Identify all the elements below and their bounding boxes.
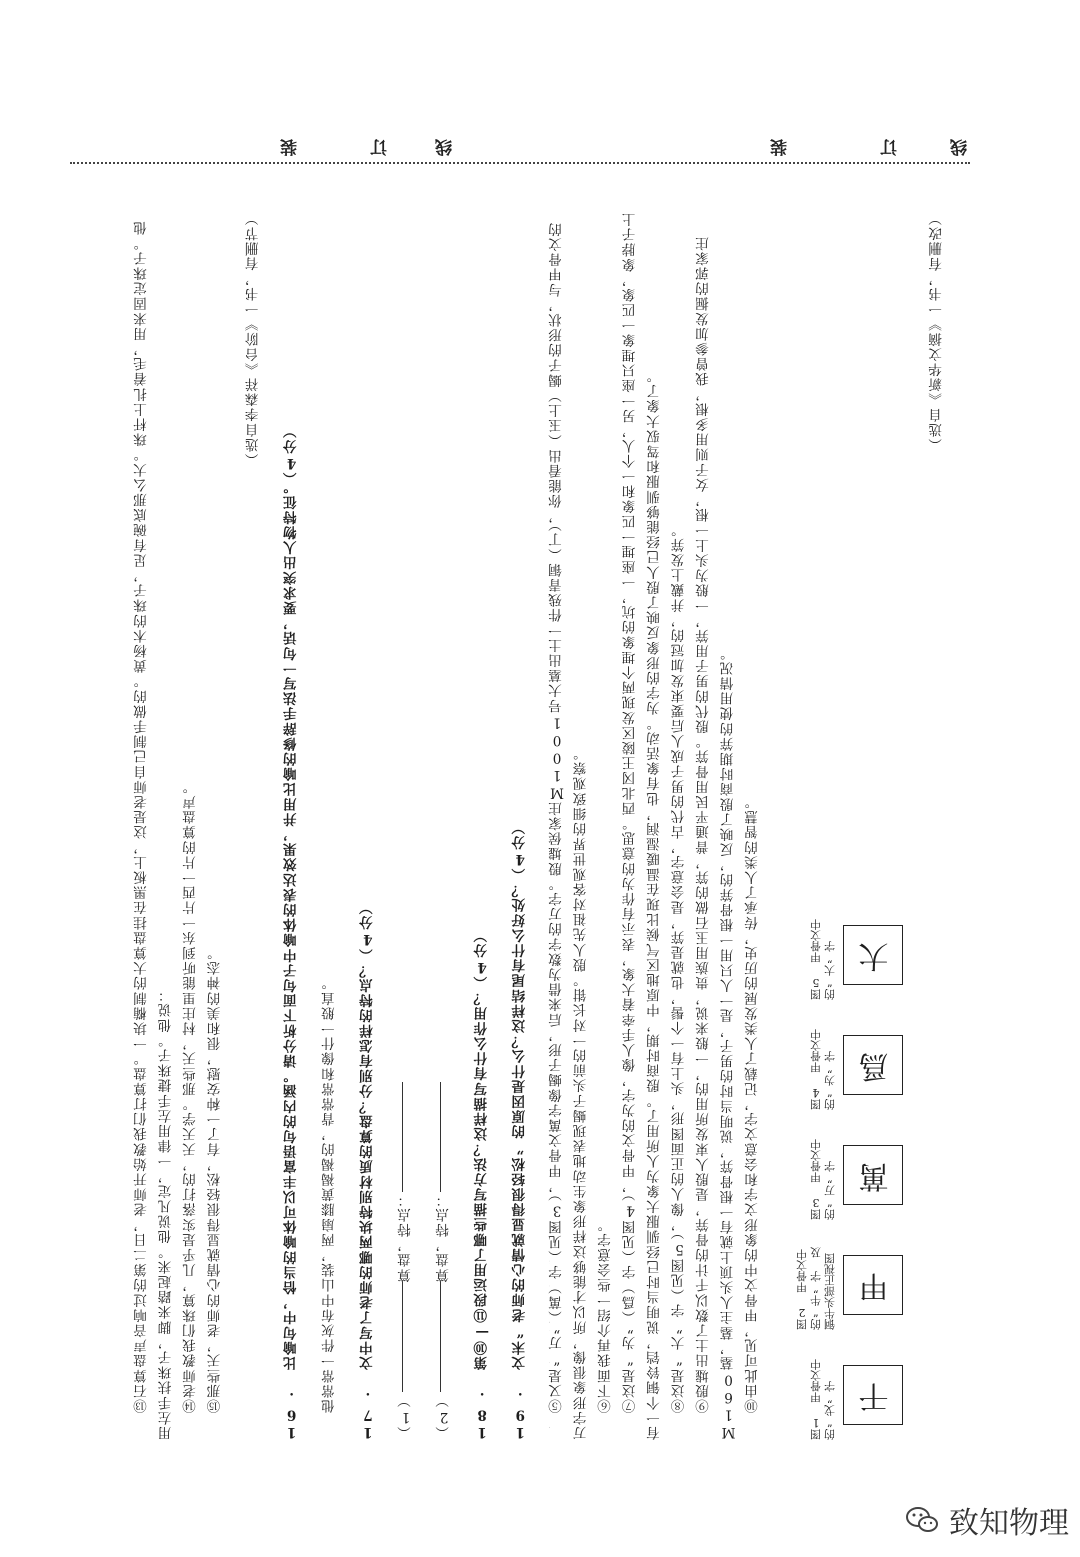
question-17: 17. 文中写了老师的哪两块特别材质的算盘？分别有怎样的特点？（4分） (359, 899, 376, 1440)
answer-line-tail: 算盘，特点： (436, 1191, 453, 1283)
oracle-glyph-wei-image: 爲 (844, 1035, 904, 1095)
exam-page-6 (545, 210, 960, 1440)
article-paragraph: ⑥下面我再介绍一些会意字。 (598, 1216, 614, 1413)
figure-1 (810, 1350, 904, 1440)
answer-blank[interactable] (402, 1082, 403, 1192)
figure-3 (810, 1130, 904, 1220)
watermark (905, 1498, 1069, 1542)
binding-label: 订 (880, 136, 897, 156)
question-16: 16. 比喻句中，恰当的喻体可以丰富语句的内涵。请分析下面句子中喻体的表达效果，并用比喻的修辞手法写一句话，要求突出人物特征。（4分） (283, 423, 300, 1440)
oracle-glyph-wan-image: 萬 (844, 1145, 904, 1205)
figures-block (774, 919, 904, 1440)
binding-label: 装 (280, 136, 297, 156)
passage-source: （选自李森祥《台阶》一书，有删节） (245, 210, 262, 467)
article-paragraph: ⑧这是“大”字（见图5），像人的正面图形，头上有一个髻，也就是笄，是会意字，古代的男子成人后要束发加冠的，并戴上发笄。 (671, 521, 688, 1413)
binding-label: 线 (950, 136, 967, 156)
binding-margin (70, 90, 970, 170)
article-paragraph: ⑩由此可见，甲骨文中的象形文字和会意文字，记载了人类发展的历史，传承了人类的智慧。 (745, 793, 761, 1413)
oracle-glyph-da-image: 大 (844, 925, 904, 985)
passage-paragraph: ⑬石算盘声音响过的第二日，老师开始教我们打算盘。一块椭制的大算盘挂在黑板上，这是老师自己制手做的。黄杨木的珠子，足有碗底那么大。珠杆上扎着毛，用来固定珠子。他用左手扶珠子，脚来踏起来。他说凡定，一律用左手捷珠子。他说： (134, 219, 175, 1440)
answer-line-tail: 算盘，特点： (397, 1191, 414, 1283)
article-paragraph: ⑨殷墟出土了数以千计的骨笄，是殷人束发所用的，一般来说，贵族用玉石做的笄，普通平民用骨笄。殷代的男子用笄，一般为头上一根，女子则用多根，我曾参加发掘的郭家庄M160墓，墓主人头顶上就有一根骨笄，说明当时的男子，是一人只用一根骨笄的，反映了殷商时期笄的使用情况。 (696, 235, 737, 1440)
question-18: 18. 第⑩—⑪段运用了哪些描写方法？这样描写有什么作用？（4分） (474, 927, 491, 1440)
article-paragraph: ⑦这是“为”（爲）字（见图4），甲骨文的为字，像人手牵着大象，表示有作为的意思。西北冈王陵区发现两个埋象的坑，一座埋一匹象和一个人，另一座只埋象一匹象，象脖子上有一个铜铃铛，说明当时已经驯服大象为人所用了。殷商时期，中原地区气候比现在温暖湿润，也有象活动。为字的形象反映了殷人已经能够驯服和驾驭大象了。 (622, 211, 663, 1440)
figure-caption: 图1 甲骨文中的“戈”字 (809, 1359, 837, 1440)
binding-label: 装 (770, 136, 787, 156)
question-16-quote: 他常常一件灰布中山装，两扇膝黄褐褐的，背常常和像什一般直。 (321, 974, 338, 1413)
exam-page-5 (130, 210, 550, 1440)
passage-paragraph: ⑭老师教我们珠算，几乎是实落打的，天天学。那些天，村庄里能听到东一片西一片的算盘声。 (183, 778, 199, 1413)
binding-label: 线 (435, 136, 452, 156)
answer-blank[interactable] (440, 1082, 441, 1192)
oracle-glyph-niu-image: 甲 (844, 1255, 904, 1315)
figure-2 (796, 1240, 904, 1330)
watermark-text: 致知物理 (949, 1506, 1069, 1541)
answer-line-label: （1） (397, 1392, 414, 1440)
answer-blank[interactable] (440, 1282, 441, 1392)
figure-caption: 图5 甲骨文中的“大”字 (809, 919, 837, 1000)
answer-line-label: （2） (436, 1392, 453, 1440)
figure-caption: 图3 甲骨文中的“万”字 (809, 1139, 837, 1220)
figure-4 (810, 1020, 904, 1110)
passage-paragraph: ⑮那些天，老师的心情就显得很轻松，有了一种安慰，很和美的神态。 (207, 944, 224, 1413)
article-paragraph: ⑤又是“万”（萬）字（见图3），甲骨文萬字像蝎子形，后来借为数字的万字。殷墟侯家庄M1001号大墓出土一件残青铜（丁），你能看出（玉上）蝎子的形状，与甲骨文的万字形象很像，所以才能够这样形象生动地表现蝎子头前的一对长钳。殷人先祖对客观世界的细致观察。 (549, 221, 590, 1440)
question-17-answer-line (394, 210, 419, 1440)
figure-5 (810, 910, 904, 1000)
binding-label: 订 (370, 136, 387, 156)
question-17-answer-line (432, 210, 457, 1440)
article-source: （选自《新华文摘》一书，有删改） (929, 210, 946, 452)
answer-blank[interactable] (402, 1282, 403, 1392)
question-19: 19. 文末“老师的心情就显得很轻松”的原因是什么？这样结尾有什么好处？（4分） (512, 819, 529, 1440)
wechat-icon (905, 1505, 939, 1535)
oracle-glyph-ge-image: 干 (844, 1365, 904, 1425)
figure-caption: 图4 甲骨文中的“为”字 (809, 1029, 837, 1110)
binding-dotted-line (70, 162, 970, 164)
figure-caption: 图2 甲骨文中的“牛”字 及铜牛头部正视图 (795, 1247, 837, 1330)
